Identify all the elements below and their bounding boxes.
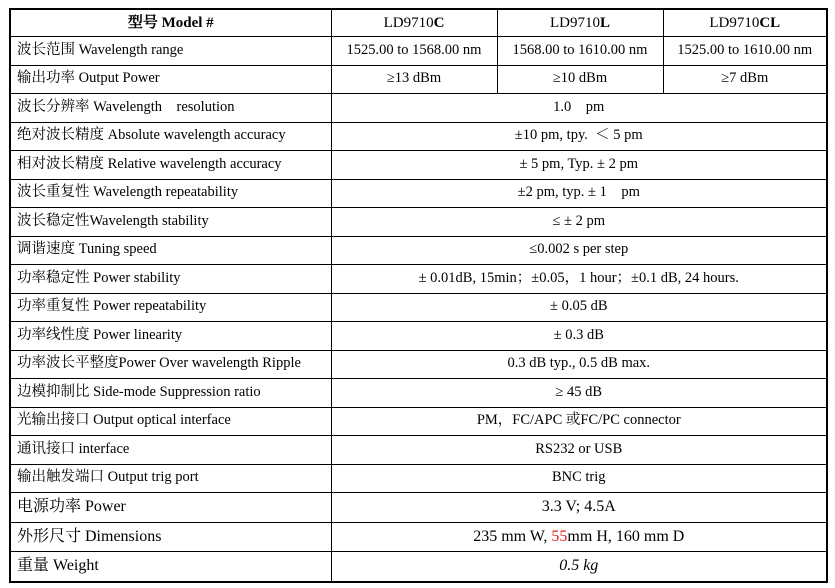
spec-table xyxy=(9,8,828,583)
value-cell: ± 0.3 dB xyxy=(331,322,827,351)
value-cell: 0.5 kg xyxy=(331,552,827,582)
param-label: 波长分辨率 Wavelength resolution xyxy=(10,94,331,123)
value-cell: ≤0.002 s per step xyxy=(331,236,827,265)
param-label: 功率稳定性 Power stability xyxy=(10,265,331,294)
value-cell: PM，FC/APC 或FC/PC connector xyxy=(331,407,827,436)
param-label: 光输出接口 Output optical interface xyxy=(10,407,331,436)
row-wavelength-stability xyxy=(10,208,827,237)
param-label: 输出触发端口 Output trig port xyxy=(10,464,331,493)
param-label: 通讯接口 interface xyxy=(10,436,331,465)
value-cell xyxy=(331,522,827,552)
row-relative-accuracy xyxy=(10,151,827,180)
row-weight xyxy=(10,552,827,582)
value-cell: 0.3 dB typ., 0.5 dB max. xyxy=(331,350,827,379)
param-label: 功率波长平整度Power Over wavelength Ripple xyxy=(10,350,331,379)
row-comm-interface xyxy=(10,436,827,465)
row-output-power xyxy=(10,65,827,94)
param-label: 功率线性度 Power linearity xyxy=(10,322,331,351)
value-cell: ≥ 45 dB xyxy=(331,379,827,408)
header-model-cl xyxy=(663,9,827,37)
value-cell: ±2 pm, typ. ± 1 pm xyxy=(331,179,827,208)
row-power-linearity xyxy=(10,322,827,351)
param-label: 重量 Weight xyxy=(10,552,331,582)
value-cell: BNC trig xyxy=(331,464,827,493)
row-trig-port xyxy=(10,464,827,493)
value-cell: 1525.00 to 1610.00 nm xyxy=(663,37,827,66)
param-label: 功率重复性 Power repeatability xyxy=(10,293,331,322)
value-cell: 1568.00 to 1610.00 nm xyxy=(497,37,663,66)
model-base: LD9710 xyxy=(383,14,434,31)
param-label: 波长范围 Wavelength range xyxy=(10,37,331,66)
row-dimensions xyxy=(10,522,827,552)
row-optical-interface xyxy=(10,407,827,436)
value-cell: ≥10 dBm xyxy=(497,65,663,94)
row-power-stability xyxy=(10,265,827,294)
param-label: 电源功率 Power xyxy=(10,493,331,523)
value-cell: ±10 pm, tpy. ＜ 5 pm xyxy=(331,122,827,151)
model-suffix: CL xyxy=(759,14,781,31)
row-smsr xyxy=(10,379,827,408)
value-cell: 1.0 pm xyxy=(331,94,827,123)
param-label: 边模抑制比 Side-mode Suppression ratio xyxy=(10,379,331,408)
model-suffix: C xyxy=(433,14,445,31)
row-wavelength-resolution xyxy=(10,94,827,123)
value-cell: ≥7 dBm xyxy=(663,65,827,94)
row-wavelength-repeatability xyxy=(10,179,827,208)
param-label: 绝对波长精度 Absolute wavelength accuracy xyxy=(10,122,331,151)
dimensions-prefix: 235 mm W, xyxy=(473,527,552,545)
value-cell: RS232 or USB xyxy=(331,436,827,465)
row-power-ripple xyxy=(10,350,827,379)
param-label: 波长稳定性Wavelength stability xyxy=(10,208,331,237)
value-cell: ≥13 dBm xyxy=(331,65,497,94)
param-label: 调谐速度 Tuning speed xyxy=(10,236,331,265)
row-absolute-accuracy xyxy=(10,122,827,151)
row-wavelength-range xyxy=(10,37,827,66)
value-cell: ± 0.05 dB xyxy=(331,293,827,322)
header-row xyxy=(10,9,827,37)
row-power xyxy=(10,493,827,523)
param-label: 相对波长精度 Relative wavelength accuracy xyxy=(10,151,331,180)
value-cell: 1525.00 to 1568.00 nm xyxy=(331,37,497,66)
model-base: LD9710 xyxy=(549,14,600,31)
header-param-label: 型号 Model # xyxy=(10,9,331,37)
param-label: 波长重复性 Wavelength repeatability xyxy=(10,179,331,208)
value-cell: ± 0.01dB, 15min；±0.05，1 hour；±0.1 dB, 24 hours. xyxy=(331,265,827,294)
value-cell: 3.3 V; 4.5A xyxy=(331,493,827,523)
param-label: 输出功率 Output Power xyxy=(10,65,331,94)
model-suffix: L xyxy=(599,14,610,31)
model-base: LD9710 xyxy=(709,14,760,31)
dimensions-highlight: 55 xyxy=(551,527,568,545)
param-label: 外形尺寸 Dimensions xyxy=(10,522,331,552)
header-model-l xyxy=(497,9,663,37)
header-model-c xyxy=(331,9,497,37)
dimensions-suffix: mm H, 160 mm D xyxy=(567,527,685,545)
value-cell: ± 5 pm, Typ. ± 2 pm xyxy=(331,151,827,180)
row-power-repeatability xyxy=(10,293,827,322)
row-tuning-speed xyxy=(10,236,827,265)
value-cell: ≤ ± 2 pm xyxy=(331,208,827,237)
